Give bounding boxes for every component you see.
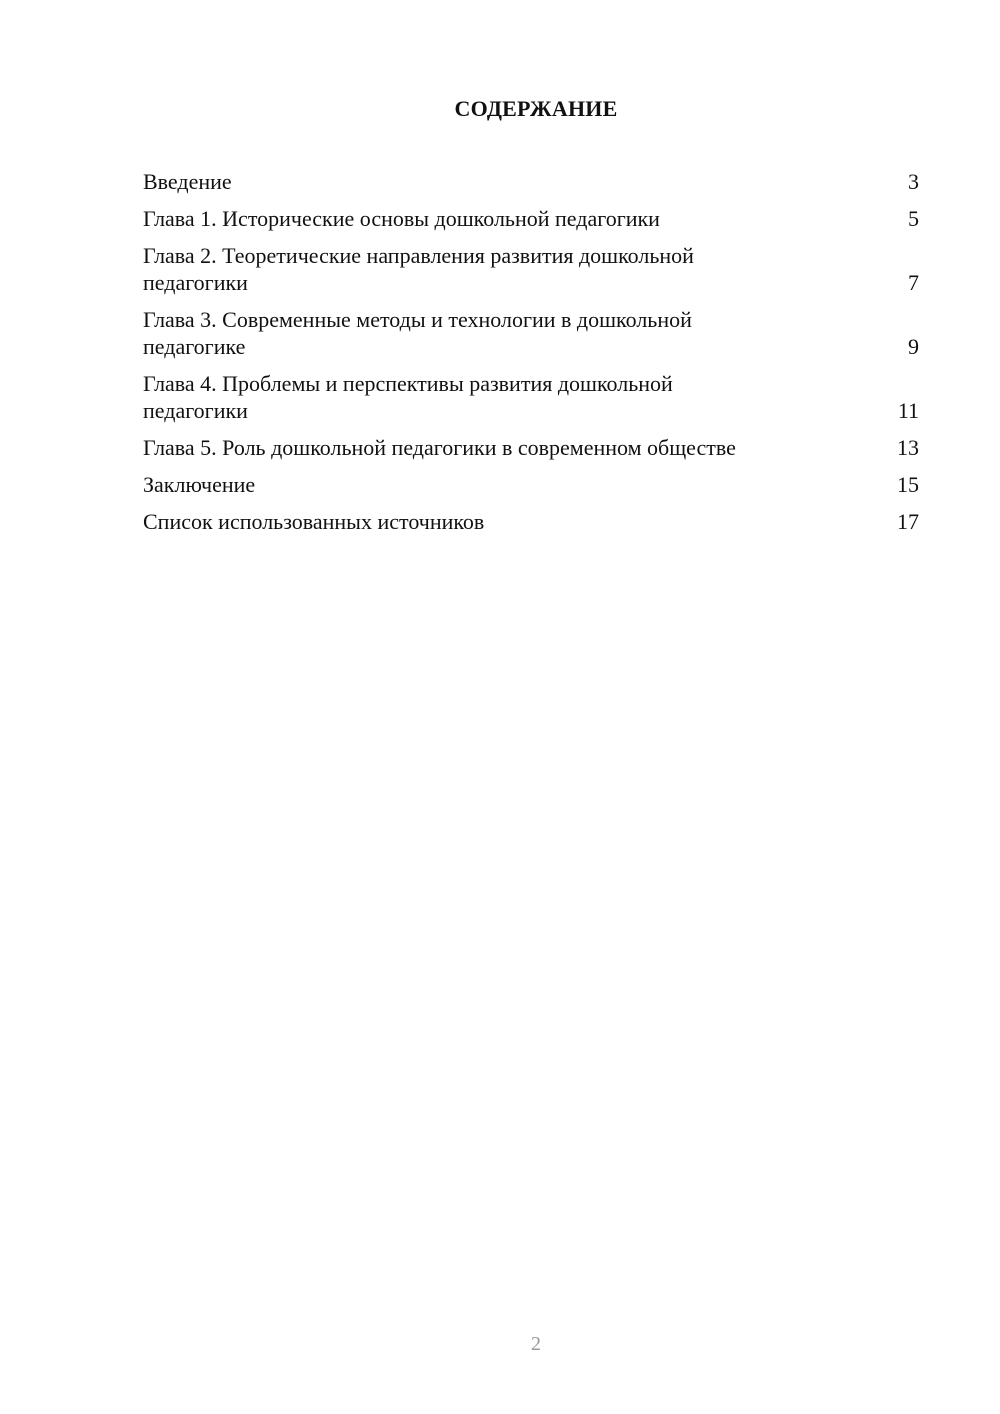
toc-entry-chapter-5 bbox=[143, 434, 919, 461]
toc-entry-chapter-4 bbox=[143, 370, 919, 424]
toc-entry-page: 5 bbox=[908, 206, 919, 231]
table-of-contents bbox=[143, 168, 919, 545]
toc-entry-chapter-3 bbox=[143, 306, 919, 360]
toc-entry-label: Введение bbox=[143, 169, 232, 194]
toc-entry-page: 15 bbox=[897, 472, 919, 497]
toc-entry-chapter-1 bbox=[143, 205, 919, 232]
toc-entry-page: 9 bbox=[908, 334, 919, 359]
toc-entry-page: 11 bbox=[897, 398, 919, 423]
toc-entry-conclusion bbox=[143, 471, 919, 498]
toc-entry-references bbox=[143, 508, 919, 535]
toc-entry-label: Глава 3. Современные методы и технологии в дошкольной педагогике bbox=[143, 307, 692, 359]
toc-entry-page: 13 bbox=[897, 435, 919, 460]
toc-entry-page: 17 bbox=[897, 509, 919, 534]
toc-entry-label: Глава 5. Роль дошкольной педагогики в современном обществе bbox=[143, 435, 736, 460]
page-number: 2 bbox=[531, 1333, 541, 1355]
toc-entry-chapter-2 bbox=[143, 242, 919, 296]
toc-entry-introduction bbox=[143, 168, 919, 195]
toc-entry-label: Глава 4. Проблемы и перспективы развития дошкольной педагогики bbox=[143, 371, 673, 423]
toc-entry-label: Глава 2. Теоретические направления развития дошкольной педагогики bbox=[143, 243, 694, 295]
toc-title: СОДЕРЖАНИЕ bbox=[454, 96, 618, 121]
toc-entry-page: 3 bbox=[908, 169, 919, 194]
toc-entry-label: Список использованных источников bbox=[143, 509, 485, 534]
toc-entry-label: Заключение bbox=[143, 472, 256, 497]
toc-entry-label: Глава 1. Исторические основы дошкольной педагогики bbox=[143, 206, 660, 231]
toc-entry-page: 7 bbox=[908, 270, 919, 295]
